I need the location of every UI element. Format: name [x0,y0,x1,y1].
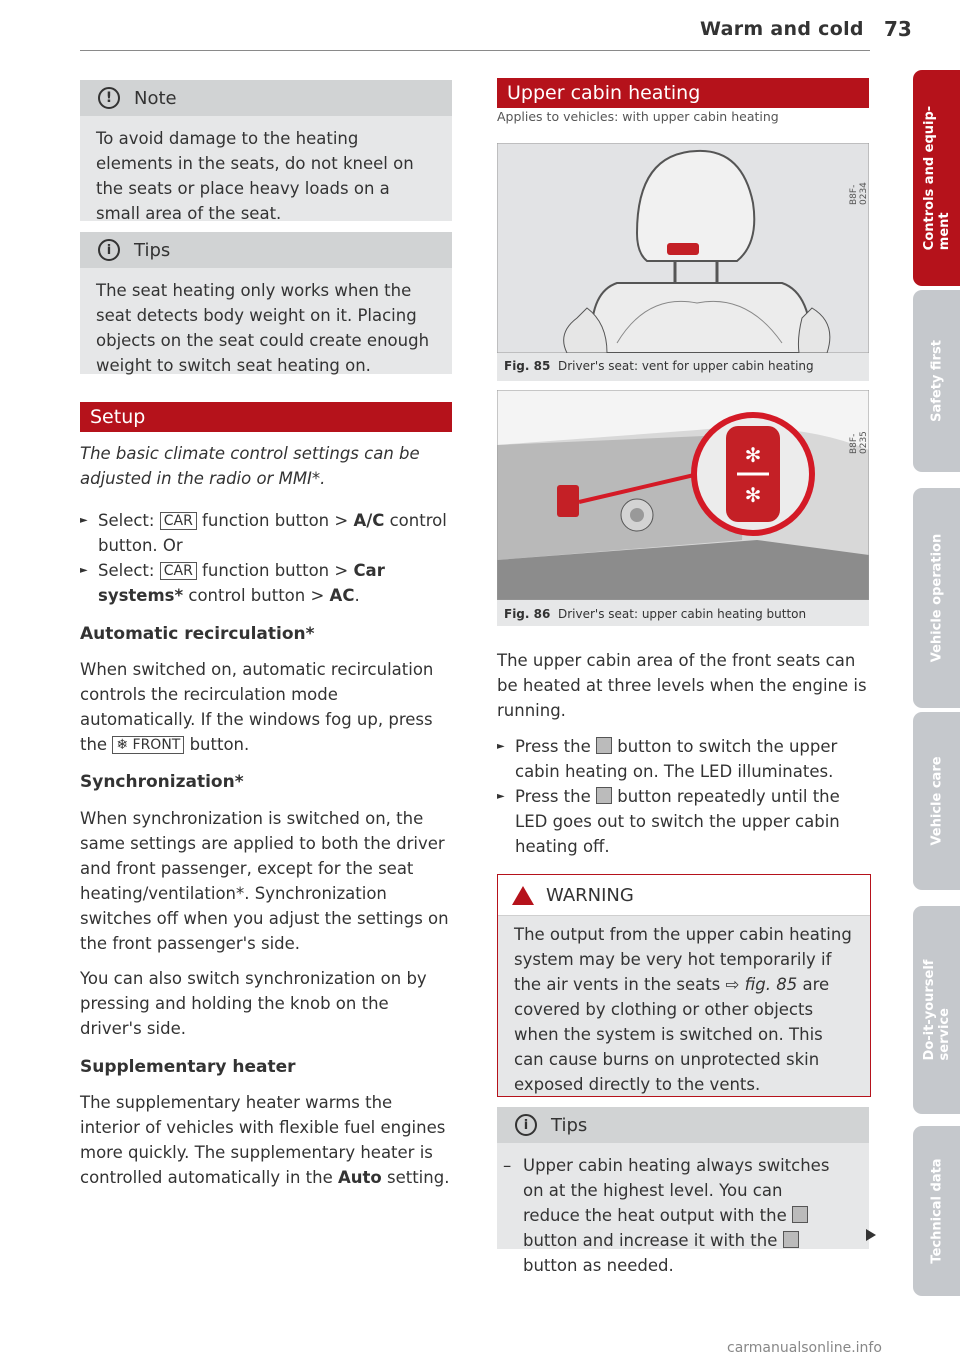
info-icon: i [98,239,120,261]
note-heading [80,80,452,116]
heating-button-icon [783,1231,799,1248]
text: control button. Or [98,511,447,555]
fig-number: Fig. 86 [504,607,551,621]
figure-code: B8F-0234 [849,182,869,205]
supp-heading: Supplementary heater [80,1057,296,1077]
text: . [354,586,360,605]
warning-heading [498,875,870,916]
tab-label: Safety first [929,340,944,422]
note-heading-text: Note [134,87,177,109]
figure-reference[interactable]: ⇨ fig. 85 [725,975,798,994]
recirc-text [80,657,452,757]
tips-box-2 [497,1107,869,1275]
tab-label: Controls and equip- ment [921,105,952,251]
car-key: CAR [160,512,197,530]
tips-heading-text: Tips [134,239,171,261]
text: FRONT [132,737,181,753]
fig-caption-text: Driver's seat: vent for upper cabin heating [557,359,814,373]
text: function button > [196,561,354,580]
figure-85-caption [504,359,814,373]
applies-to: Applies to vehicles: with upper cabin heating [497,109,779,124]
recirc-heading: Automatic recirculation* [80,624,315,644]
text: button to switch the upper cabin heating on. The LED illuminates. [515,737,838,781]
front-defrost-key: ❄ FRONT [112,736,184,754]
setup-bullet-1 [80,508,458,558]
sync-text-2: You can also switch synchronization on by pressing and holding the knob on the driver's side. [80,969,427,1038]
text: button repeatedly until the LED goes out to switch the upper cabin heating off. [515,787,840,856]
text: control button > [183,586,330,605]
tab-safety-first[interactable] [913,290,960,472]
upper-intro: The upper cabin area of the front seats can be heated at three levels when the engine is running. [497,651,867,720]
ac-label: AC [329,586,355,605]
text: button and increase it with the [523,1231,783,1250]
auto-label: Auto [338,1168,382,1187]
info-icon: i [515,1114,537,1136]
sync-heading: Synchronization* [80,772,244,792]
footer-watermark: carmanualsonline.info [727,1340,882,1356]
tab-do-it-yourself-service[interactable] [913,906,960,1114]
tips-text: The seat heating only works when the seat detects body weight on it. Placing objects on the seat could create enough weight to switch seat heating on. [96,281,430,375]
tips-heading [497,1107,869,1143]
text: Press the [515,737,596,756]
note-box [80,80,452,221]
text: Upper cabin heating always switches on at the highest level. You can reduce the heat output with the [523,1156,830,1225]
fig-number: Fig. 85 [504,359,551,373]
svg-text:✻: ✻ [744,483,762,507]
tab-label: Do-it-yourself service [921,959,952,1061]
tab-controls-and-equipment[interactable] [913,70,960,286]
fig-caption-text: Driver's seat: upper cabin heating button [557,607,807,621]
figure-86 [497,390,869,626]
tab-vehicle-operation[interactable] [913,488,960,708]
note-icon: ! [98,87,120,109]
text: The supplementary heater warms the interior of vehicles with flexible fuel engines more quickly. The supplementary heater is controlled automatically in the [80,1093,446,1187]
text: are covered by clothing or other objects when the system is switched on. This can cause burns on unprotected skin exposed directly to the vents. [514,975,830,1094]
seat-headrest-illustration [497,143,869,353]
text: Press the [515,787,596,806]
tips-heading-text: Tips [551,1114,588,1136]
tab-label: Technical data [929,1158,944,1264]
setup-bullet-2 [80,558,458,608]
tab-vehicle-care[interactable] [913,712,960,890]
figure-86-caption [504,607,806,621]
text: Select: [98,561,160,580]
text: function button > [196,511,354,530]
page-number: 73 [884,17,912,41]
seat-button-illustration [497,390,869,600]
text: The output from the upper cabin heating system may be very hot temporarily if the air vents in the seats [514,925,852,994]
warning-triangle-icon [512,886,534,905]
heating-button-icon [596,787,612,804]
warning-text [498,916,870,1107]
running-header-title: Warm and cold [700,18,864,40]
supp-text [80,1090,452,1190]
text: When switched on, automatic recirculation controls the recirculation mode automatically. If the windows fog up, press the [80,660,434,754]
upper-bullet-1 [497,734,871,784]
text: button as needed. [523,1256,674,1275]
header-rule [80,50,870,51]
tab-label: Vehicle operation [929,533,944,663]
warning-box [497,874,871,1097]
car-systems-label: Car systems* [98,561,385,605]
figure-code: B8F-0235 [849,431,869,454]
tab-technical-data[interactable] [913,1126,960,1296]
text: Select: [98,511,160,530]
car-key: CAR [160,562,197,580]
setup-intro: The basic climate control settings can be adjusted in the radio or MMI*. [80,444,420,488]
sync-text-1: When synchronization is switched on, the same settings are applied to both the driver and front passenger, except for the seat heating/ventilation*. Synchronization switches off when you adjust the settings on the front passenger's side. [80,809,449,953]
text: setting. [381,1168,450,1187]
upper-heading: Upper cabin heating [497,78,869,108]
tips-box [80,232,452,374]
heating-button-icon [792,1206,808,1223]
heating-button-icon [596,737,612,754]
tips-text-2 [497,1143,857,1278]
upper-bullet-2 [497,784,871,859]
figure-85 [497,143,869,381]
note-text: To avoid damage to the heating elements in the seats, do not kneel on the seats or place heavy loads on a small area of the seat. [96,129,414,223]
ac-label: A/C [353,511,385,530]
text: button. [184,735,250,754]
svg-text:✻: ✻ [744,443,762,467]
tab-label: Vehicle care [929,756,944,846]
tips-heading [80,232,452,268]
setup-heading: Setup [80,402,452,432]
warning-heading-text: WARNING [546,884,634,906]
continue-arrow-icon [866,1229,876,1241]
vent-highlight [667,243,699,255]
